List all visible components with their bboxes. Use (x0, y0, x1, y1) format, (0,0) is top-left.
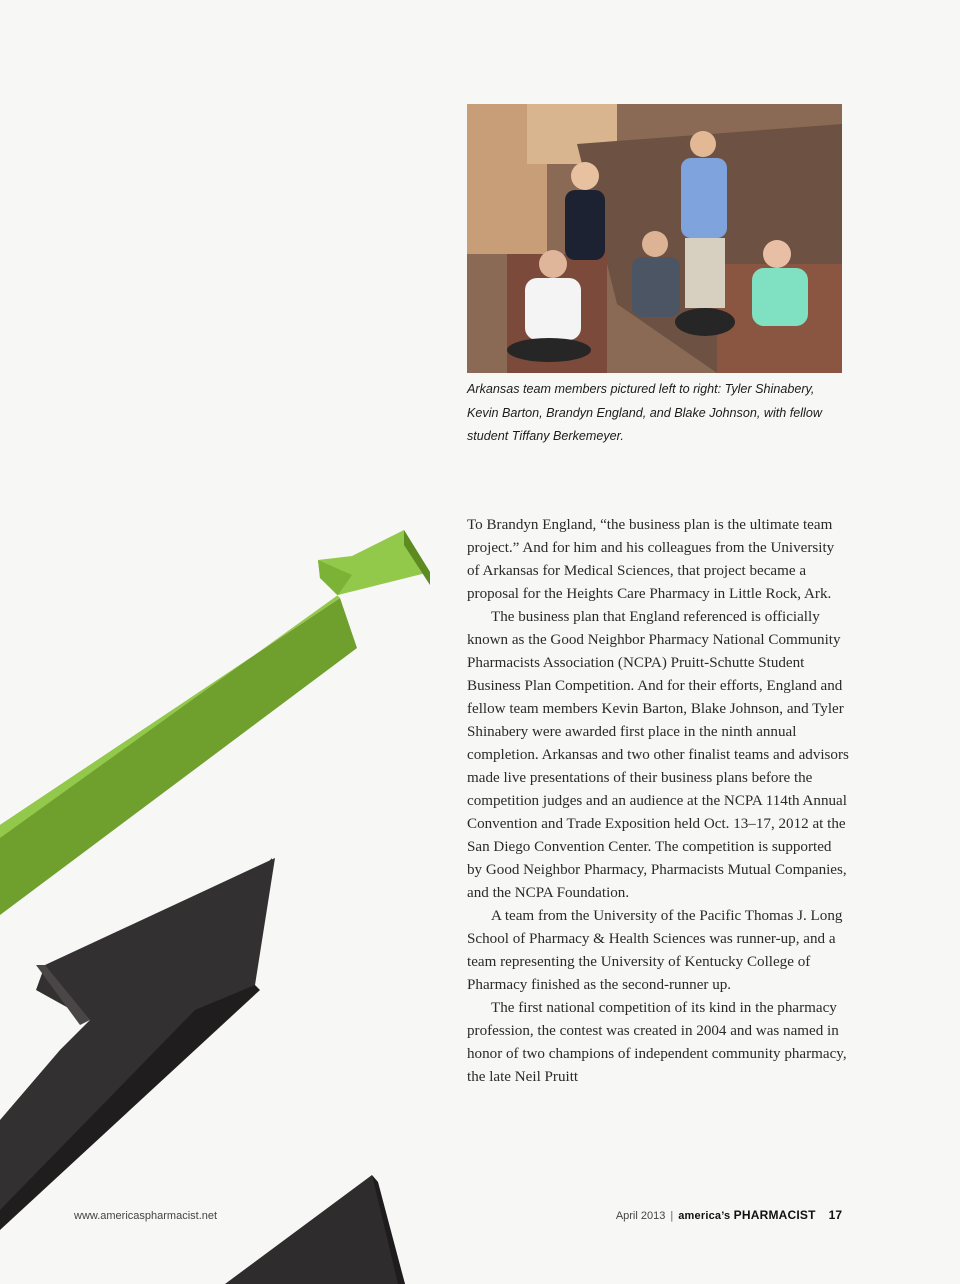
article-paragraph: The business plan that England referenced is officially known as the Good Neighbor Pharmacy National Community Pharmacists Association (NCPA) Pruitt-Schutte Student Business Plan Competition. And for their efforts, England and fellow team members Kevin Barton, Blake Johnson, and Tyler Shinabery were awarded first place in the ninth annual completion. Arkansas and two other finalist teams and advisors made live presentations of their business plans before the competition judges and an audience at the NCPA 114th Annual Convention and Trade Exposition held Oct. 13–17, 2012 at the San Diego Convention Center. The competition is supported by Good Neighbor Pharmacy, Pharmacists Mutual Companies, and the NCPA Foundation. (467, 609, 849, 902)
magazine-logo (678, 1208, 815, 1222)
team-photo (467, 104, 842, 373)
photo-caption: Arkansas team members pictured left to right: Tyler Shinabery, Kevin Barton, Brandyn England, and Blake Johnson, with fellow student Tiffany Berkemeyer. (467, 382, 822, 443)
magazine-prefix: america’s (678, 1210, 731, 1222)
footer-publication-info (616, 1208, 842, 1222)
dark-arrow-icon (0, 858, 275, 1230)
article-paragraph: The first national competition of its kind in the pharmacy profession, the contest was created in 2004 and was named in honor of two champions of independent community pharmacy, the late Neil Pruitt (467, 1000, 847, 1086)
article-paragraph: To Brandyn England, “the business plan is the ultimate team project.” And for him and his colleagues from the University of Arkansas for Medical Sciences, that project became a proposal for the Heights Care Pharmacy in Little Rock, Ark. (467, 517, 835, 603)
footer-date: April 2013 (615, 1210, 666, 1222)
article-paragraph: A team from the University of the Pacific Thomas J. Long School of Pharmacy & Health Sciences was runner-up, and a team representing the University of Kentucky College of Pharmacy finished as the second-runner up. (467, 908, 843, 994)
dark-arrow-bottom-icon (225, 1175, 405, 1284)
article-body (467, 514, 849, 1089)
footer-separator: | (670, 1210, 674, 1222)
magazine-name: PHARMACIST (733, 1208, 816, 1222)
green-arrow-icon (0, 530, 430, 915)
footer-website[interactable]: www.americaspharmacist.net (74, 1210, 218, 1222)
page-number: 17 (828, 1208, 842, 1222)
team-photo-image (467, 104, 842, 373)
